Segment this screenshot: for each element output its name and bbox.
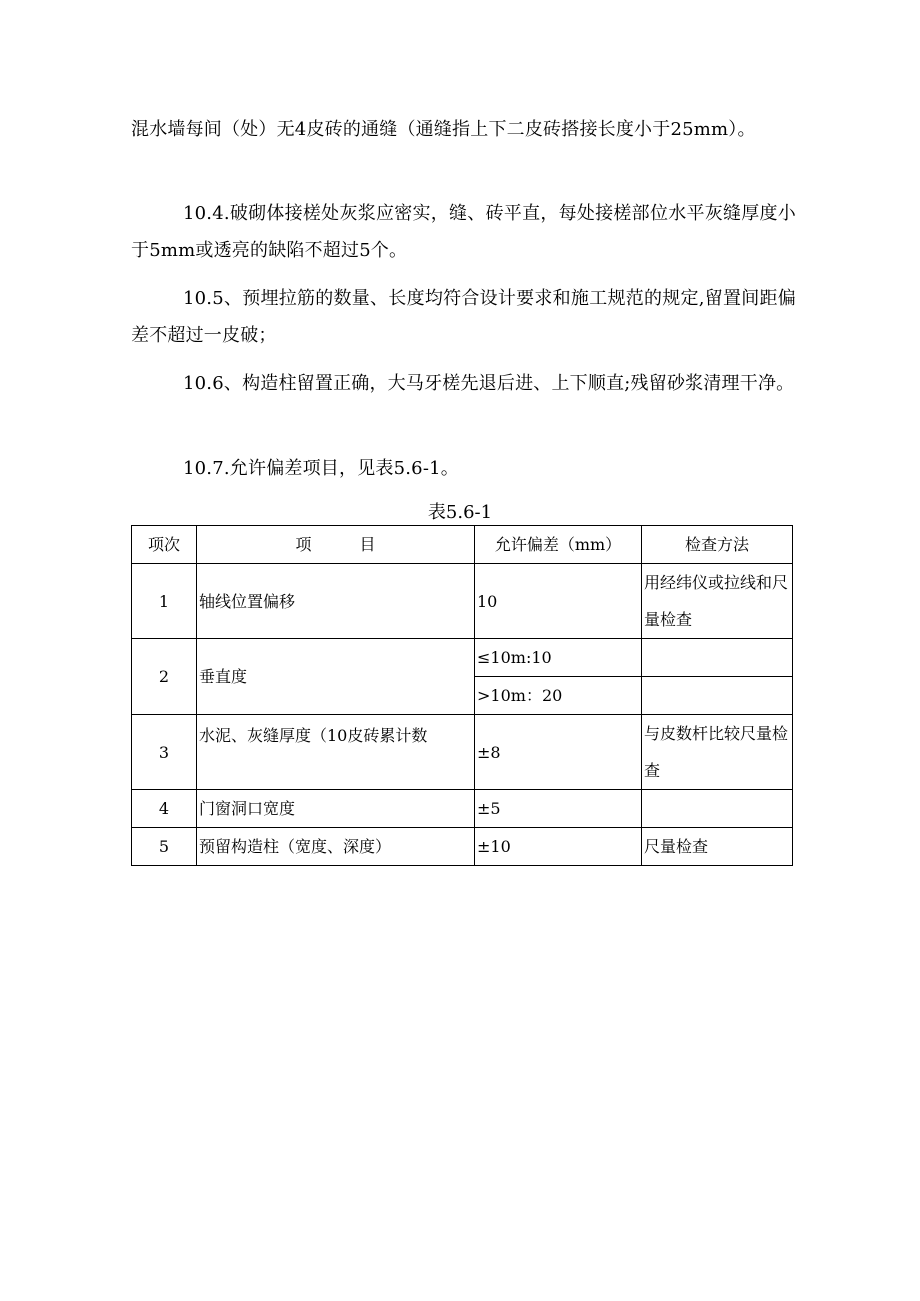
row-item: 垂直度 (197, 639, 475, 715)
table-row (132, 715, 793, 790)
row-method: 尺量检查 (642, 828, 793, 866)
row-tolerance: ±8 (475, 715, 642, 790)
row-item: 门窗洞口宽度 (197, 790, 475, 828)
header-item: 项 目 (197, 526, 475, 564)
row-no: 4 (132, 790, 197, 828)
header-no: 项次 (132, 526, 197, 564)
paragraph-10-6: 10.6、构造柱留置正确，大马牙槎先退后进、上下顺直;残留砂浆清理干净。 (183, 373, 795, 394)
table-row (132, 639, 793, 677)
table-row (132, 828, 793, 866)
row-no: 2 (132, 639, 197, 715)
row-tolerance: ≤10m:10 (475, 639, 642, 677)
table-header-row (132, 526, 793, 564)
row-tolerance: ±5 (475, 790, 642, 828)
row-method (642, 639, 793, 677)
row-item: 水泥、灰缝厚度（10皮砖累计数 (197, 715, 475, 790)
row-item: 轴线位置偏移 (197, 564, 475, 639)
header-tolerance: 允许偏差（mm） (475, 526, 642, 564)
paragraph-10-7: 10.7.允许偏差项目，见表5.6-1。 (183, 458, 459, 479)
row-no: 5 (132, 828, 197, 866)
table-row (132, 564, 793, 639)
paragraph-seam-rule: 混水墙每间（处）无4皮砖的通缝（通缝指上下二皮砖搭接长度小于25mm）。 (131, 119, 756, 140)
tolerance-table (131, 525, 793, 866)
header-method: 检查方法 (642, 526, 793, 564)
row-no: 3 (132, 715, 197, 790)
table-row (132, 790, 793, 828)
row-no: 1 (132, 564, 197, 639)
row-tolerance: 10 (475, 564, 642, 639)
row-method (642, 790, 793, 828)
paragraph-10-5: 10.5、预埋拉筋的数量、长度均符合设计要求和施工规范的规定,留置间距偏差不超过一皮破； (131, 288, 796, 346)
row-method: 用经纬仪或拉线和尺量检查 (642, 564, 793, 639)
paragraph-10-4: 10.4.破砌体接槎处灰浆应密实，缝、砖平直，每处接槎部位水平灰缝厚度小于5mm或透亮的缺陷不超过5个。 (131, 203, 796, 261)
row-tolerance: ±10 (475, 828, 642, 866)
row-item: 预留构造柱（宽度、深度） (197, 828, 475, 866)
table-caption: 表5.6-1 (427, 502, 493, 523)
row-method: 与皮数杆比较尺量检查 (642, 715, 793, 790)
row-method (642, 677, 793, 715)
row-tolerance: >10m：20 (475, 677, 642, 715)
